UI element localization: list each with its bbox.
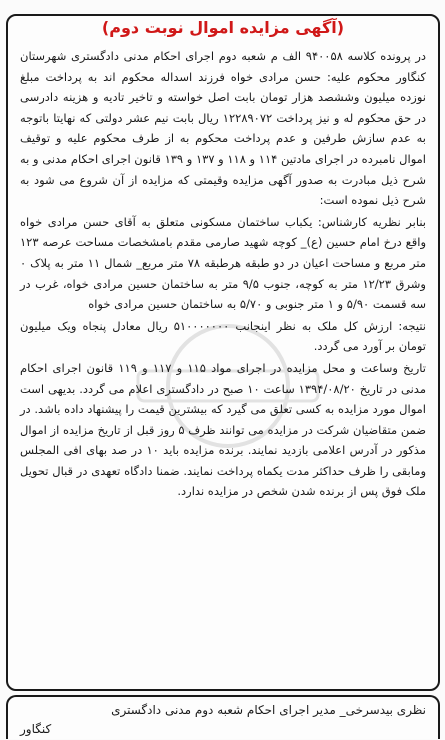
paragraph-intro: در پرونده کلاسه ۹۴۰۰۵۸ الف م شعبه دوم اجرای احکام مدنی دادگستری شهرستان کنگاور محکوم علیه: حسن مرادی خواه فرزند اسداله محکوم اند به پرداخت مبلغ نوزده میلیون وششصد هزار تومان بابت اصل خواسته و تاخیر تادیه و هزینه دادرسی در حق محکوم له و نیز پرداخت ۱۲۲۸۹۰۷۲ ریال بابت نیم عشر دولتی که نهایتا باتوجه به عدم سازش طرفین و عدم پرداخت محکوم به از طرف محکوم علیه و توقیف اموال نامبرده در اجرای مادتین ۱۱۴ و ۱۱۸ و ۱۳۷ و ۱۳۹ قانون اجرای احکام مدنی و به شرح ذیل مبادرت به صدور آگهی مزایده وقیمتی که مزایده از آن شروع می شود به شرح ذیل نموده است:: [20, 49, 426, 208]
notice-body: [20, 46, 426, 503]
notice-frame: [6, 14, 440, 691]
notice-title-text: (آگهی مزایده اموال نوبت دوم): [92, 16, 354, 40]
paragraph-expert-opinion: بنابر نظریه کارشناس: یکباب ساختمان مسکونی متعلق به آقای حسن مرادی خواه واقع درخ امام حسین (ع)_ کوچه شهید صارمی مقدم بامشخصات مساحت عرصه ۱۲۳ متر مربع و مساحت اعیان در دو طبقه هرطبقه ۷۸ متر مربع_ شمال ۱۱ متر به پلاک ۰ وشرق ۱۲/۲۳ متر به کوچه، جنوب ۹/۵ متر به ساختمان حسین مرادی خواه، غرب در سه قسمت ۵/۹۰ و ۱ متر جنوبی و ۵/۷۰ به ساختمان حسین مرادی خواه: [20, 214, 426, 312]
paragraph-auction-terms: تاریخ وساعت و محل مزایده در اجرای مواد ۱۱۵ و ۱۱۷ و ۱۱۹ قانون اجرای احکام مدنی در تاریخ ۱۳۹۴/۰۸/۲۰ ساعت ۱۰ صبح در دادگستری اعلام می گردد. بدیهی است اموال مورد مزایده به کسی تعلق می گیرد که بیشترین قیمت را پیشنهاد داده باشد. در ضمن متقاضیان شرکت در مزایده می توانند ظرف ۵ روز قبل از تاریخ مزایده از اموال مذکور در آدرس اعلامی بازدید نمایند. برنده مزایده باید ۱۰ در صد بهای افی المجلس ومابقی را ظرف حداکثر مدت یکماه پرداخت نمایند. ضمنا دادگاه تعهدی در قبال تحویل ملک فوق پس از برنده شدن شخص در مزایده ندارد.: [20, 360, 427, 499]
paragraph-valuation: نتیجه: ارزش کل ملک به نظر اینجانب ۵۱۰۰۰۰۰۰۰ ریال معادل پنجاه ویک میلیون تومان بر آورد می گردد.: [20, 318, 426, 354]
signature-box: [6, 695, 440, 739]
signature-city: کنگاور: [20, 722, 52, 736]
signature-line: نظری بیدسرخی_ مدیر اجرای احکام شعبه دوم مدنی دادگستری: [111, 703, 426, 717]
notice-title: [8, 16, 438, 40]
